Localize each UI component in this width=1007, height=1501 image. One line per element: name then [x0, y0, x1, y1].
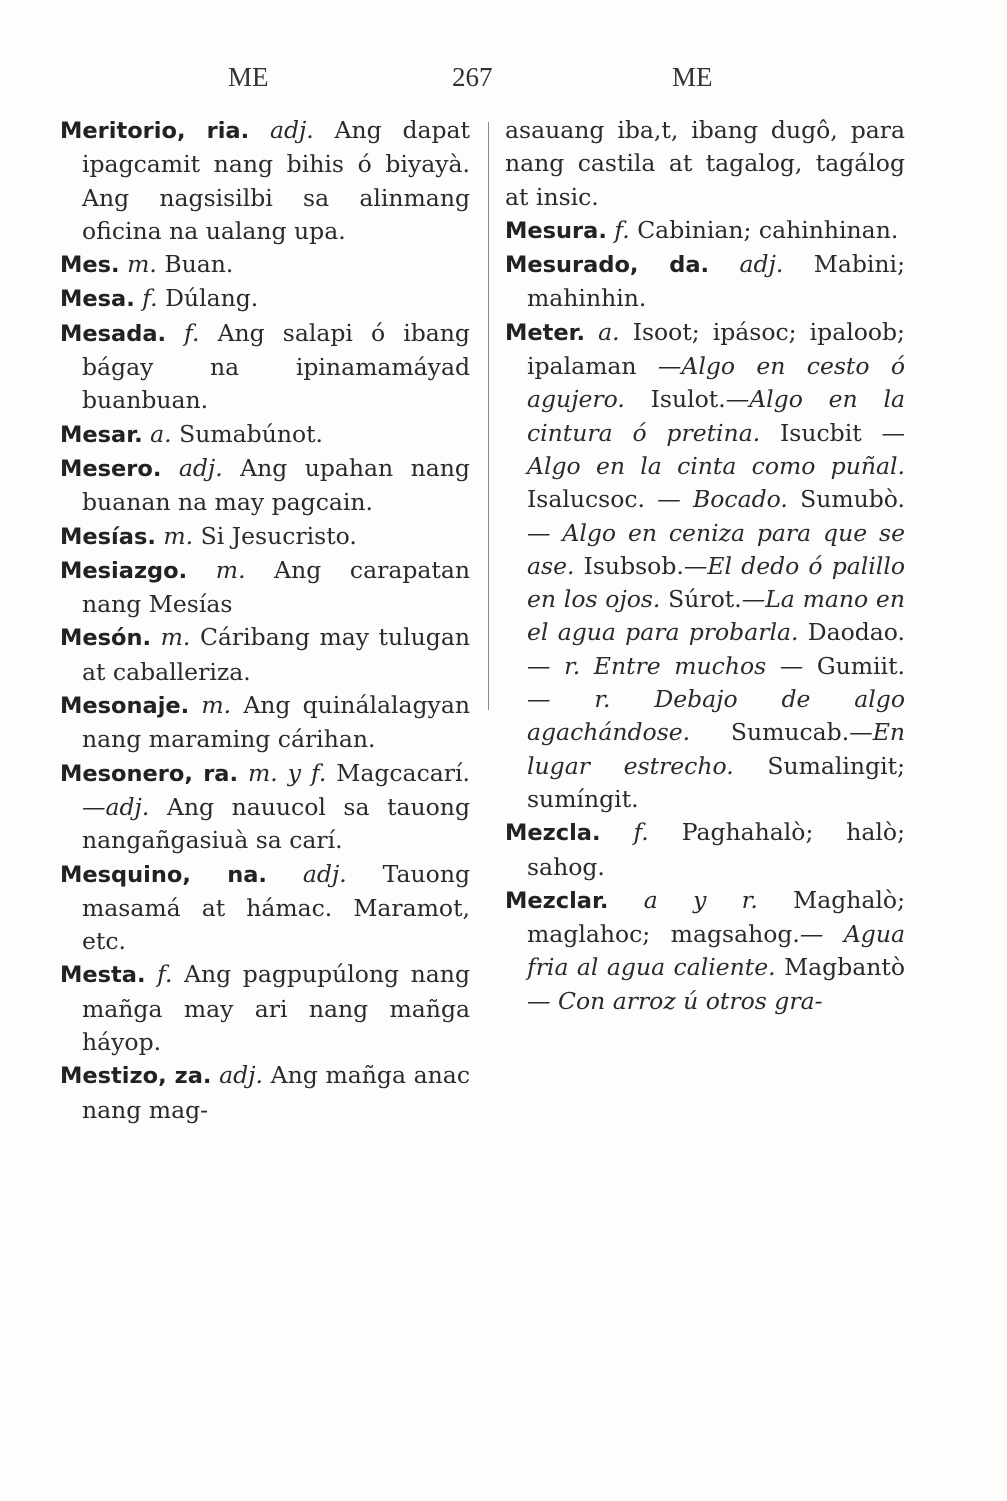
headword: Mesurado, da. — [505, 252, 710, 279]
entry-mezclar — [505, 884, 905, 1018]
headword: Mesonero, ra. — [60, 760, 239, 787]
phrase: — r. Debajo de algo agachándose. — [527, 685, 905, 747]
entry-meter — [505, 316, 905, 816]
entry-mesero — [60, 452, 470, 520]
phrase: — Bocado. — [657, 485, 788, 514]
part-of-speech: f. — [614, 215, 630, 244]
entry-meson — [60, 621, 470, 689]
phrase: —Algo en la cinta como puñal. — [527, 418, 905, 480]
entry-mesada — [60, 317, 470, 418]
phrase: —La mano en el agua para probarla. — [527, 585, 905, 647]
translation: Magbantò — [784, 953, 905, 982]
part-of-speech: m. — [127, 250, 157, 279]
part-of-speech: m. — [163, 521, 194, 550]
definition: Paghahalò; halò; sahog. — [527, 818, 905, 881]
translation: Isulot. — [650, 385, 726, 414]
header-right-guide: ME — [672, 62, 713, 92]
headword: Mezclar. — [505, 887, 609, 914]
definition: Ang dapat ipagcamit nang bihis ó biyayà. Ang nagsisilbi sa alinmang oficina na ualang upa. — [82, 116, 470, 245]
part-of-speech: a y r. — [643, 885, 758, 914]
headword: Mesta. — [60, 962, 146, 989]
entry-mesta — [60, 958, 470, 1059]
part-of-speech: m. — [215, 555, 246, 584]
translation: Súrot. — [668, 585, 742, 614]
headword: Mesiazgo. — [60, 557, 188, 584]
headword: Mesonaje. — [60, 693, 190, 720]
page-number: 267 — [452, 62, 493, 92]
definition: Ang carapatan nang Mesías — [82, 555, 470, 619]
entry-mesura — [505, 214, 905, 248]
part-of-speech: f. — [157, 960, 173, 989]
headword: Mesa. — [60, 286, 135, 313]
entry-mesar — [60, 418, 470, 452]
headword: Mes. — [60, 252, 120, 279]
definition: Magcacarí. — [336, 758, 470, 787]
definition: Tauong masamá at hámac. Maramot, etc. — [82, 859, 470, 956]
phrase: — Con arroz ú otros gra- — [527, 986, 823, 1015]
part-of-speech: m. — [201, 691, 232, 720]
phrase: —Algo en la cintura ó pretina. — [527, 385, 905, 447]
headword: Meritorio, ria. — [60, 118, 250, 144]
phrase: — Algo en ceniza para que se ase. — [527, 518, 905, 580]
translation: — Gumiit. — [779, 651, 905, 680]
entry-mesias — [60, 520, 470, 554]
part-of-speech: a. — [598, 317, 620, 346]
phrase: —El dedo ó palillo en los ojos. — [527, 551, 905, 614]
definition: Buan. — [164, 250, 234, 279]
phrase: — Agua fria al agua caliente. — [527, 920, 905, 982]
definition-2: Ang nauucol sa tauong nangañgasiuà sa carí. — [82, 792, 470, 855]
part-of-speech: f. — [184, 318, 200, 347]
phrase: —Algo en cesto ó agujero. — [527, 352, 905, 414]
part-of-speech: adj. — [302, 859, 347, 888]
entry-mesurado — [505, 248, 905, 316]
entry-mestizo — [60, 1059, 470, 1127]
headword: Mesón. — [60, 625, 152, 652]
entry-mes — [60, 248, 470, 282]
definition: Maghalò; maglahoc; magsahog. — [527, 885, 905, 949]
right-column — [505, 114, 905, 1018]
part-of-speech: m. y f. — [248, 758, 327, 787]
definition: Isoot; ipásoc; ipaloob; ipalaman — [527, 317, 905, 381]
part-of-speech: adj. — [178, 453, 223, 482]
part-of-speech: f. — [142, 284, 158, 313]
headword: Mesquino, na. — [60, 861, 267, 888]
headword: Mesada. — [60, 320, 167, 347]
column-divider — [488, 122, 489, 710]
definition: Mabini; mahinhin. — [527, 250, 905, 313]
translation: Sumalingit; sumíngit. — [527, 751, 905, 813]
continued-definition: asauang iba,t, ibang dugô, para nang castila at tagalog, tagálog at insic. — [505, 116, 905, 211]
definition: Ang quinálalagyan nang maraming cárihan. — [82, 691, 470, 754]
definition: Ang pagpupúlong nang mañga may ari nang mañga háyop. — [82, 960, 470, 1057]
entry-meritorio — [60, 114, 470, 248]
headword: Mesar. — [60, 421, 143, 448]
translation: Sumubò. — [800, 485, 905, 514]
headword: Mesero. — [60, 455, 162, 482]
part-of-speech: m. — [160, 623, 191, 652]
part-of-speech: adj. — [219, 1061, 263, 1090]
part-of-speech-2: —adj. — [82, 792, 150, 821]
definition: Dúlang. — [165, 284, 259, 313]
entry-mesiazgo — [60, 554, 470, 622]
entry-mesa — [60, 282, 470, 316]
left-column — [60, 114, 470, 1127]
part-of-speech: adj. — [739, 250, 784, 279]
headword: Mestizo, za. — [60, 1063, 212, 1090]
definition: Ang mañga anac nang mag- — [82, 1061, 470, 1124]
headword: Meter. — [505, 319, 586, 346]
entry-mesonero — [60, 757, 470, 858]
definition: Ang salapi ó ibang bágay na ipinamamáyad buanbuan. — [82, 318, 470, 415]
definition: Ang upahan nang buanan na may pagcain. — [82, 453, 470, 517]
definition: Si Jesucristo. — [200, 521, 357, 550]
translation: Isalucsoc. — [527, 485, 646, 514]
headword: Mezcla. — [505, 820, 601, 847]
phrase: —En lugar estrecho. — [527, 718, 905, 780]
definition: Sumabúnot. — [179, 419, 324, 448]
definition: Cáribang may tulugan at caballeriza. — [82, 623, 470, 686]
translation: Isucbit — [780, 418, 862, 447]
page-header — [0, 62, 1007, 102]
part-of-speech: a. — [150, 419, 172, 448]
entry-mesquino — [60, 858, 470, 959]
translation: Sumucab. — [730, 718, 850, 747]
headword: Mesura. — [505, 217, 607, 244]
header-left-guide: ME — [228, 62, 269, 92]
definition: Cabinian; cahinhinan. — [637, 215, 899, 244]
translation: Daodao. — [807, 618, 905, 647]
entry-mesonaje — [60, 689, 470, 757]
entry-mezcla — [505, 816, 905, 884]
translation: Isubsob. — [583, 551, 684, 580]
phrase: — r. Entre muchos — [527, 651, 767, 680]
headword: Mesías. — [60, 523, 156, 550]
part-of-speech: f. — [633, 818, 649, 847]
part-of-speech: adj. — [269, 116, 314, 144]
